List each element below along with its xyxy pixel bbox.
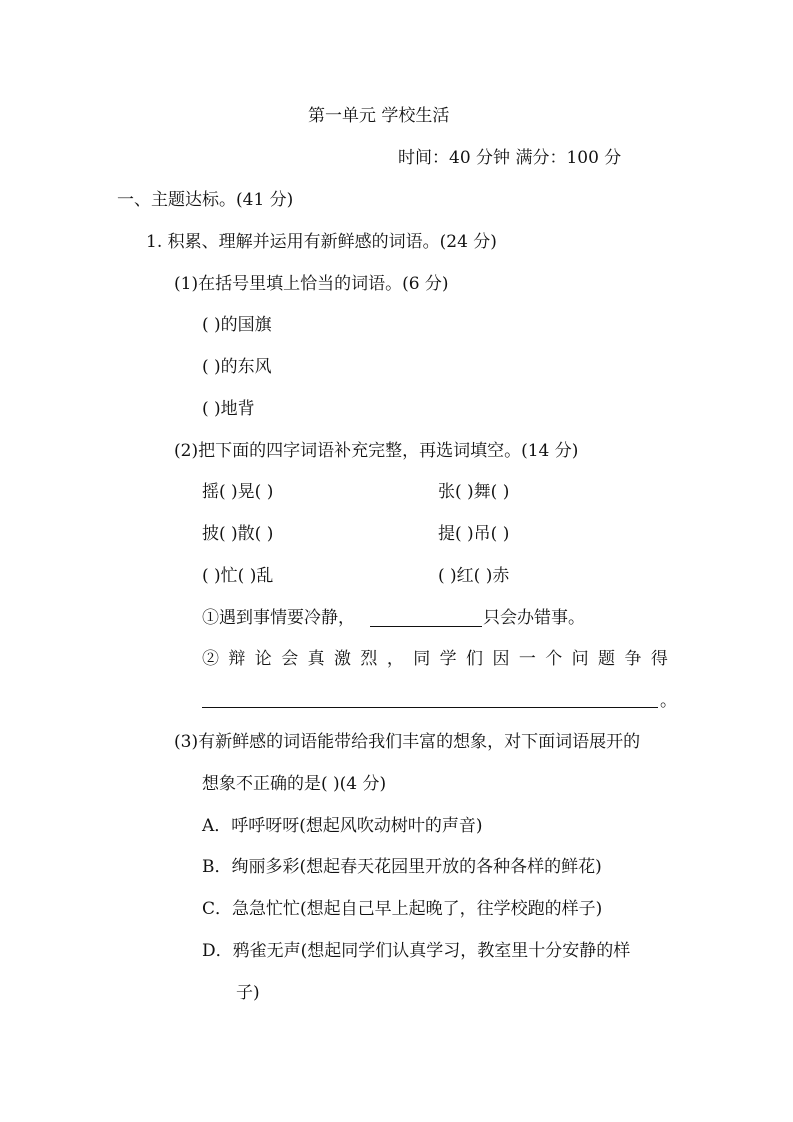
idiom-right-3[interactable]: ( )红( )赤 <box>438 566 510 586</box>
option-b[interactable]: B．绚丽多彩(想起春天花园里开放的各种各样的鲜花) <box>202 857 602 877</box>
option-d-continued: 子) <box>236 983 260 1003</box>
part-2-title: (2)把下面的四字词语补充完整，再选词填空。(14 分) <box>174 441 579 461</box>
fill-item-2[interactable]: ( )的东风 <box>202 357 272 377</box>
fill-item-3[interactable]: ( )地背 <box>202 399 255 419</box>
part-3-title-line-1: (3)有新鲜感的词语能带给我们丰富的想象，对下面词语展开的 <box>174 732 641 752</box>
fill-item-1[interactable]: ( )的国旗 <box>202 315 272 335</box>
part-3-title-line-2: 想象不正确的是( )(4 分) <box>202 774 387 794</box>
sentence-1-blank[interactable] <box>370 626 482 627</box>
idiom-right-2[interactable]: 提( )吊( ) <box>438 524 510 544</box>
idiom-right-1[interactable]: 张( )舞( ) <box>438 482 510 502</box>
idiom-left-2[interactable]: 披( )散( ) <box>202 524 274 544</box>
sentence-2-blank[interactable] <box>202 707 658 708</box>
exam-meta: 时间：40 分钟 满分：100 分 <box>398 148 622 168</box>
sentence-2: ② 辩 论 会 真 激 烈 ， 同 学 们 因 一 个 问 题 争 得 <box>202 649 670 669</box>
sentence-1-end: 只会办错事。 <box>483 608 585 628</box>
option-d[interactable]: D．鸦雀无声(想起同学们认真学习，教室里十分安静的样 <box>202 941 631 961</box>
option-a[interactable]: A．呼呼呀呀(想起风吹动树叶的声音) <box>202 816 483 836</box>
idiom-left-1[interactable]: 摇( )晃( ) <box>202 482 274 502</box>
part-1-title: (1)在括号里填上恰当的词语。(6 分) <box>174 274 449 294</box>
sentence-1-start: ①遇到事情要冷静， <box>202 608 355 628</box>
option-c[interactable]: C．急急忙忙(想起自己早上起晚了，往学校跑的样子) <box>202 899 603 919</box>
section-heading: 一、主题达标。(41 分) <box>117 190 294 210</box>
idiom-left-3[interactable]: ( )忙( )乱 <box>202 566 274 586</box>
sentence-2-end: 。 <box>660 691 677 711</box>
page-title: 第一单元 学校生活 <box>308 106 450 126</box>
question-1-title: 1. 积累、理解并运用有新鲜感的词语。(24 分) <box>146 232 497 252</box>
